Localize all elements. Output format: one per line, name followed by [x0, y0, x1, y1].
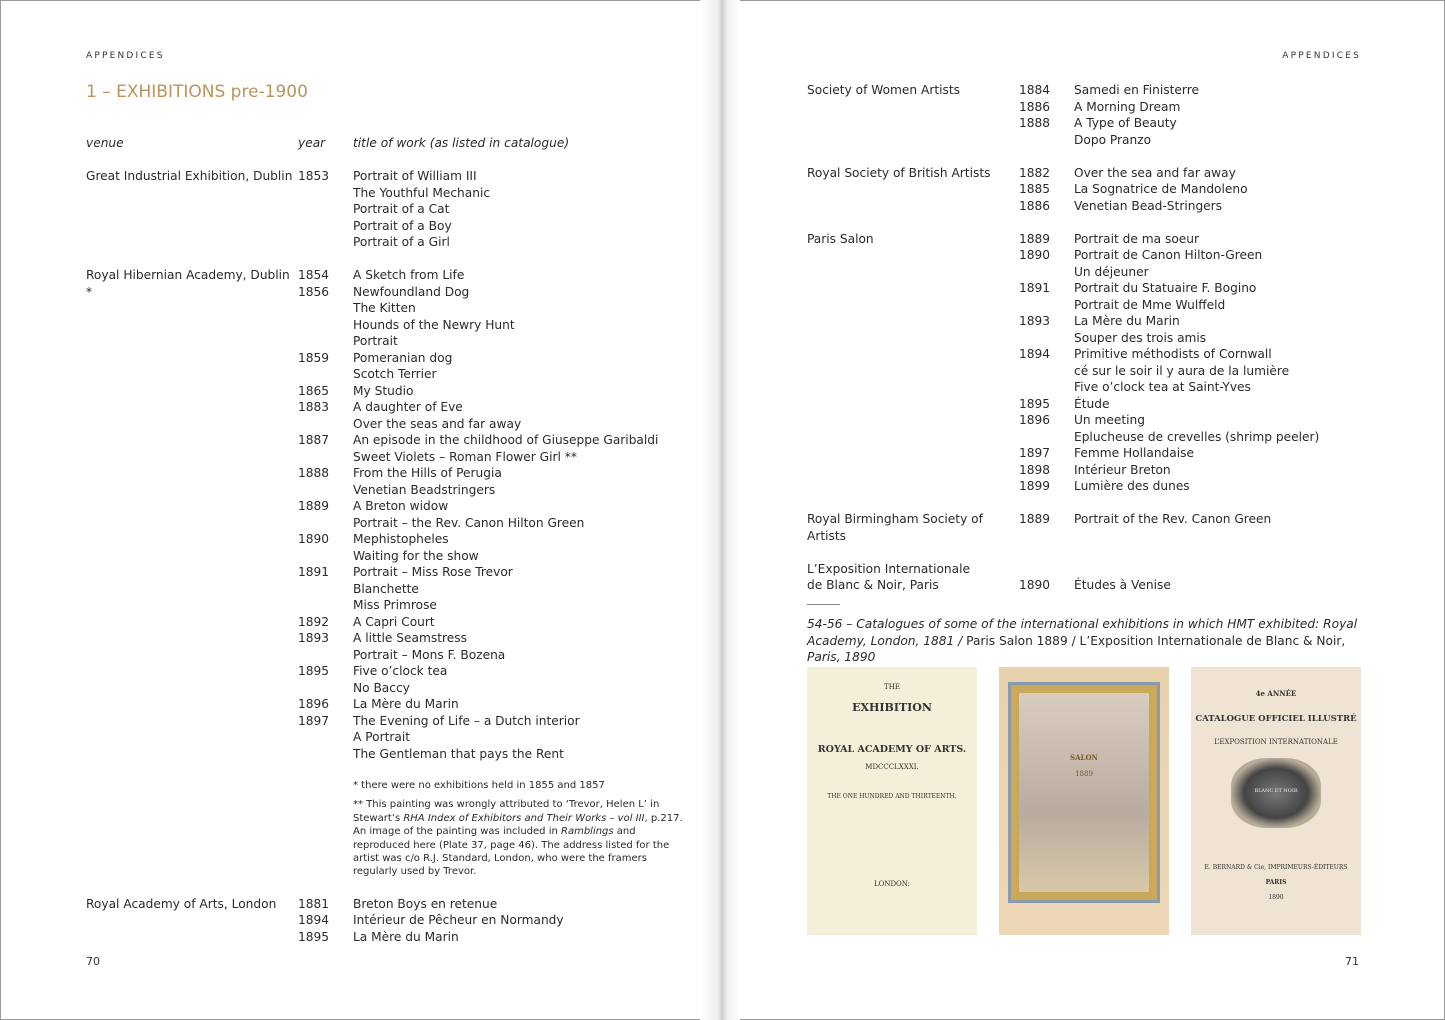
work-row [298, 218, 686, 235]
header-venue: venue [86, 136, 124, 150]
image-lettering: 1890 [1268, 894, 1284, 901]
work-row [1019, 379, 1367, 396]
work-year: 1891 [1019, 281, 1051, 295]
work-row [298, 929, 686, 946]
venue-works [298, 168, 686, 251]
work-year [298, 449, 353, 466]
work-year: 1897 [298, 713, 330, 728]
venue-list [807, 82, 1367, 594]
work-title: Over the sea and far away [1074, 165, 1236, 180]
work-title: Five o’clock tea at Saint-Yves [1074, 380, 1251, 394]
venue-name: Royal Birmingham Society of Artists [807, 512, 983, 543]
work-row [298, 680, 686, 697]
work-row [1019, 297, 1367, 314]
work-year: 1896 [298, 697, 330, 711]
image-lettering: ROYAL ACADEMY OF ARTS. [817, 744, 967, 755]
work-year [1019, 330, 1074, 347]
work-year: 1888 [1019, 116, 1051, 130]
work-title: A Breton widow [353, 499, 449, 513]
work-year [298, 597, 353, 614]
work-title: Primitive méthodists of Cornwall [1074, 347, 1272, 361]
work-title: Intérieur Breton [1074, 462, 1171, 477]
venue-block [86, 267, 686, 762]
work-row [298, 729, 686, 746]
image-lettering: LONDON: [873, 880, 911, 888]
work-row [1019, 99, 1367, 116]
work-year: 1899 [1019, 479, 1051, 493]
caption-rule [807, 604, 840, 605]
work-title: Portrait [353, 334, 398, 348]
work-year [1019, 264, 1074, 281]
work-row [298, 284, 686, 301]
venue-name: L’Exposition Internationale de Blanc & Noir, Paris [807, 561, 971, 592]
work-title: Scotch Terrier [353, 367, 437, 381]
work-title: A Morning Dream [1074, 99, 1181, 114]
work-year: 1887 [298, 433, 330, 447]
venue-works [298, 896, 686, 946]
venue-works [1019, 165, 1367, 215]
header-title: title of work (as listed in catalogue) [353, 136, 570, 150]
running-head: APPENDICES [1282, 51, 1361, 61]
work-title: Miss Primrose [353, 598, 437, 612]
work-year [1019, 297, 1074, 314]
venue-block [807, 511, 1367, 544]
work-row [1019, 115, 1367, 132]
work-year: 1898 [1019, 462, 1051, 477]
work-row [298, 416, 686, 433]
work-title: Un meeting [1074, 413, 1146, 427]
work-title: Mephistopheles [353, 532, 449, 546]
work-year: 1853 [298, 169, 330, 183]
work-year [1019, 363, 1074, 380]
work-year: 1854 [298, 268, 330, 282]
work-title: Portrait – Miss Rose Trevor [353, 565, 513, 579]
work-row [298, 399, 686, 416]
work-title: Portrait du Statuaire F. Bogino [1074, 281, 1257, 295]
image-lettering: SALON [1070, 753, 1098, 762]
work-year [298, 218, 353, 235]
work-title: Intérieur de Pêcheur en Normandy [353, 913, 564, 928]
work-row [298, 449, 686, 466]
work-row [298, 482, 686, 499]
work-title: Waiting for the show [353, 548, 479, 563]
footnote-text: and reproduced here (Plate 37, page 46). The address listed for the artist was c/o R.J. Standard, London, who were the framers regularly used by Trevor. [353, 826, 670, 878]
work-year [298, 416, 353, 433]
work-year [298, 201, 353, 218]
work-year [298, 333, 353, 350]
work-title: Venetian Beadstringers [353, 482, 496, 497]
work-year: 1889 [1019, 231, 1051, 246]
work-row [1019, 198, 1367, 215]
venue-list [86, 168, 686, 762]
venue-block [807, 165, 1367, 215]
image-lettering: 4e ANNÉE [1255, 689, 1297, 698]
work-row [298, 564, 686, 581]
caption-text: Paris Salon 1889 / L’Exposition Internationale de Blanc & Noir, [962, 633, 1346, 648]
work-year: 1890 [298, 532, 330, 546]
work-row [298, 746, 686, 763]
venue-name: Paris Salon [807, 231, 874, 246]
venue-works [1019, 231, 1367, 495]
exhibitions-table-continued [807, 82, 1367, 610]
header-year: year [298, 136, 326, 150]
work-row [298, 896, 686, 913]
work-title: La Sognatrice de Mandoleno [1074, 182, 1248, 196]
work-title: Over the seas and far away [353, 416, 522, 431]
work-row [1019, 247, 1367, 264]
work-title: Portrait – the Rev. Canon Hilton Green [353, 515, 585, 530]
work-title: Portrait of William III [353, 169, 477, 183]
work-year [298, 234, 353, 251]
work-row [298, 333, 686, 350]
footnotes [353, 779, 693, 879]
work-row [1019, 478, 1367, 495]
work-title: A daughter of Eve [353, 400, 463, 414]
work-title: No Baccy [353, 680, 410, 695]
work-row [298, 201, 686, 218]
work-row [1019, 181, 1367, 198]
work-row [298, 350, 686, 367]
work-year: 1859 [298, 350, 330, 365]
footnote-2 [353, 798, 693, 878]
venue-block [86, 896, 686, 946]
caption-text: Paris, 1890 [807, 650, 876, 664]
work-year [298, 680, 353, 697]
work-row [1019, 313, 1367, 330]
work-row [298, 912, 686, 929]
work-row [298, 498, 686, 515]
venue-name: Royal Society of British Artists [807, 165, 991, 180]
work-title: A Sketch from Life [353, 268, 465, 282]
work-title: A Type of Beauty [1074, 116, 1177, 130]
work-year [298, 366, 353, 383]
image-lettering: E. BERNARD & Cie, IMPRIMEURS-ÉDITEURS [1204, 864, 1348, 871]
work-year: 1893 [298, 631, 330, 645]
venue-block [807, 561, 1367, 594]
work-title: Hounds of the Newry Hunt [353, 317, 515, 332]
work-title: The Youthful Mechanic [353, 185, 491, 200]
section-title: 1 – EXHIBITIONS pre-1900 [86, 82, 308, 102]
work-row [1019, 165, 1367, 182]
venue-works [1019, 561, 1367, 594]
work-year [298, 300, 353, 317]
work-row [298, 383, 686, 400]
work-year: 1886 [1019, 99, 1051, 114]
venue-block [807, 231, 1367, 495]
work-year: 1885 [1019, 182, 1051, 196]
work-year [298, 548, 353, 565]
work-row [298, 630, 686, 647]
work-title: A Capri Court [353, 614, 435, 629]
venue-works [298, 267, 686, 762]
work-title: The Kitten [353, 301, 416, 315]
work-row [298, 597, 686, 614]
work-row [298, 581, 686, 598]
work-year: 1895 [298, 929, 330, 944]
work-title: A Portrait [353, 730, 411, 744]
work-row [1019, 363, 1367, 380]
work-year: 1882 [1019, 165, 1051, 180]
work-row [1019, 264, 1367, 281]
work-title: Lumière des dunes [1074, 479, 1190, 493]
work-title: The Gentleman that pays the Rent [353, 746, 564, 761]
exhibitions-table [86, 135, 686, 962]
work-year: 1894 [298, 913, 330, 928]
left-page [0, 0, 722, 1020]
work-row [1019, 429, 1367, 446]
page-number: 70 [86, 955, 100, 968]
image-lettering: L’EXPOSITION INTERNATIONALE [1214, 738, 1338, 746]
catalogue-image-paris-salon [999, 667, 1169, 935]
venue-list [86, 896, 686, 946]
catalogue-image-blanc-et-noir [1191, 667, 1361, 935]
work-row [298, 531, 686, 548]
work-year [298, 482, 353, 499]
work-year: 1890 [1019, 578, 1051, 592]
work-row [1019, 346, 1367, 363]
work-row [298, 696, 686, 713]
running-head: APPENDICES [86, 51, 165, 61]
work-title: Samedi en Finisterre [1074, 83, 1199, 97]
page-number: 71 [1345, 955, 1359, 968]
work-title: Portrait of a Cat [353, 202, 450, 216]
work-row [298, 317, 686, 334]
image-lettering: PARIS [1265, 879, 1287, 886]
work-title: Portrait of a Boy [353, 218, 452, 233]
work-row [1019, 82, 1367, 99]
work-title: Five o’clock tea [353, 664, 448, 678]
work-year: 1895 [298, 664, 330, 678]
image-lettering: EXHIBITION [852, 701, 932, 714]
work-title: Femme Hollandaise [1074, 446, 1194, 460]
work-year: 1884 [1019, 83, 1051, 97]
work-row [298, 432, 686, 449]
image-lettering: THE [884, 683, 900, 691]
work-title: The Evening of Life – a Dutch interior [353, 713, 580, 728]
work-row [298, 267, 686, 284]
work-row [1019, 396, 1367, 413]
work-title: Portrait de ma soeur [1074, 231, 1200, 246]
work-row [298, 548, 686, 565]
image-lettering: MDCCCLXXXI. [865, 763, 919, 771]
work-row [298, 168, 686, 185]
caption-text: 54-56 – Catalogues of some of the international exhibitions in which HMT exhibited: Royal Academy, London, 1881 / [807, 617, 1358, 648]
work-title: La Mère du Marin [353, 929, 459, 944]
work-row [1019, 511, 1367, 528]
work-row [298, 465, 686, 482]
footnote-text: ** This painting was wrongly attributed to ‘Trevor, Helen L’ in Stewart’s [353, 799, 660, 824]
work-row [298, 185, 686, 202]
work-title: Dopo Pranzo [1074, 132, 1152, 147]
work-row [298, 366, 686, 383]
work-title: Un déjeuner [1074, 264, 1149, 279]
work-year [298, 317, 353, 334]
work-title: La Mère du Marin [353, 697, 459, 711]
work-year: 1886 [1019, 198, 1051, 213]
work-year: 1889 [1019, 512, 1051, 526]
venue-name: Great Industrial Exhibition, Dublin [86, 169, 293, 183]
work-year [1019, 429, 1074, 446]
work-year: 1894 [1019, 347, 1051, 361]
work-year [298, 185, 353, 202]
work-title: My Studio [353, 383, 414, 398]
work-title: Venetian Bead-Stringers [1074, 198, 1223, 213]
venue-block [807, 82, 1367, 148]
work-year: 1892 [298, 614, 330, 629]
work-year [298, 515, 353, 532]
work-row [298, 713, 686, 730]
work-title: Sweet Violets – Roman Flower Girl ** [353, 449, 577, 464]
work-row [298, 300, 686, 317]
work-title: An episode in the childhood of Giuseppe Garibaldi [353, 433, 659, 447]
work-row [1019, 412, 1367, 429]
work-year: 1888 [298, 466, 330, 480]
venue-name: Society of Women Artists [807, 83, 961, 97]
work-year [298, 647, 353, 664]
work-title: Blanchette [353, 581, 419, 596]
work-title: A little Seamstress [353, 631, 467, 645]
work-year: 1897 [1019, 446, 1051, 460]
work-title: Pomeranian dog [353, 350, 453, 365]
footnote-text: RHA Index of Exhibitors and Their Works – vol III [403, 812, 645, 824]
venue-works [1019, 82, 1367, 148]
work-title: Études à Venise [1074, 578, 1171, 592]
image-lettering: 1889 [1075, 770, 1093, 778]
work-title: Portrait of the Rev. Canon Green [1074, 512, 1272, 526]
work-year [298, 729, 353, 746]
work-year: 1895 [1019, 396, 1051, 411]
work-row [1019, 577, 1367, 594]
work-row [298, 663, 686, 680]
work-row [1019, 280, 1367, 297]
work-title: Étude [1074, 396, 1110, 411]
work-year [1019, 132, 1074, 149]
work-row [1019, 330, 1367, 347]
footnote-1: * there were no exhibitions held in 1855 and 1857 [353, 780, 605, 791]
figure-caption [807, 616, 1367, 666]
work-title: La Mère du Marin [1074, 314, 1180, 328]
book-gutter [700, 0, 740, 1020]
venue-works [1019, 511, 1367, 544]
work-row [298, 515, 686, 532]
work-row [1019, 462, 1367, 479]
work-year [298, 746, 353, 763]
work-title: From the Hills of Perugia [353, 466, 502, 480]
venue-block [86, 168, 686, 251]
work-title: Souper des trois amis [1074, 330, 1207, 345]
image-lettering: THE ONE HUNDRED AND THIRTEENTH. [827, 793, 957, 800]
work-title: Portrait de Canon Hilton-Green [1074, 248, 1263, 262]
work-year: 1896 [1019, 413, 1051, 427]
work-row [1019, 231, 1367, 248]
venue-name: Royal Academy of Arts, London [86, 896, 277, 911]
work-year: 1889 [298, 499, 330, 513]
work-year: 1883 [298, 400, 330, 414]
image-lettering: CATALOGUE OFFICIEL ILLUSTRÉ [1195, 714, 1357, 724]
work-title: Newfoundland Dog [353, 284, 470, 299]
work-row [298, 234, 686, 251]
work-title: Portrait of a Girl [353, 235, 450, 249]
work-year: 1881 [298, 896, 330, 911]
work-year: 1856 [298, 284, 330, 299]
work-row [298, 647, 686, 664]
footnote-text: Ramblings [561, 826, 614, 838]
footnote-text: , p.217. An image of the painting was included in [353, 812, 683, 838]
work-title: Breton Boys en retenue [353, 896, 498, 911]
catalogue-image-royal-academy [807, 667, 977, 935]
venue-name: Royal Hibernian Academy, Dublin * [86, 268, 290, 299]
work-title: Portrait de Mme Wulffeld [1074, 297, 1226, 312]
work-year [298, 581, 353, 598]
work-row [1019, 445, 1367, 462]
work-year: 1890 [1019, 248, 1051, 262]
table-header [86, 135, 686, 152]
work-year: 1893 [1019, 314, 1051, 328]
work-title: Eplucheuse de crevelles (shrimp peeler) [1074, 429, 1320, 444]
work-year: 1891 [298, 565, 330, 579]
work-row [298, 614, 686, 631]
work-year: 1865 [298, 383, 330, 398]
ornate-frame-illustration [1011, 685, 1157, 900]
work-year [1019, 379, 1074, 396]
work-title: cé sur le soir il y aura de la lumière [1074, 363, 1290, 378]
work-row [1019, 132, 1367, 149]
work-title: Portrait – Mons F. Bozena [353, 647, 506, 662]
image-lettering: BLANC ET NOIR [1254, 788, 1298, 794]
